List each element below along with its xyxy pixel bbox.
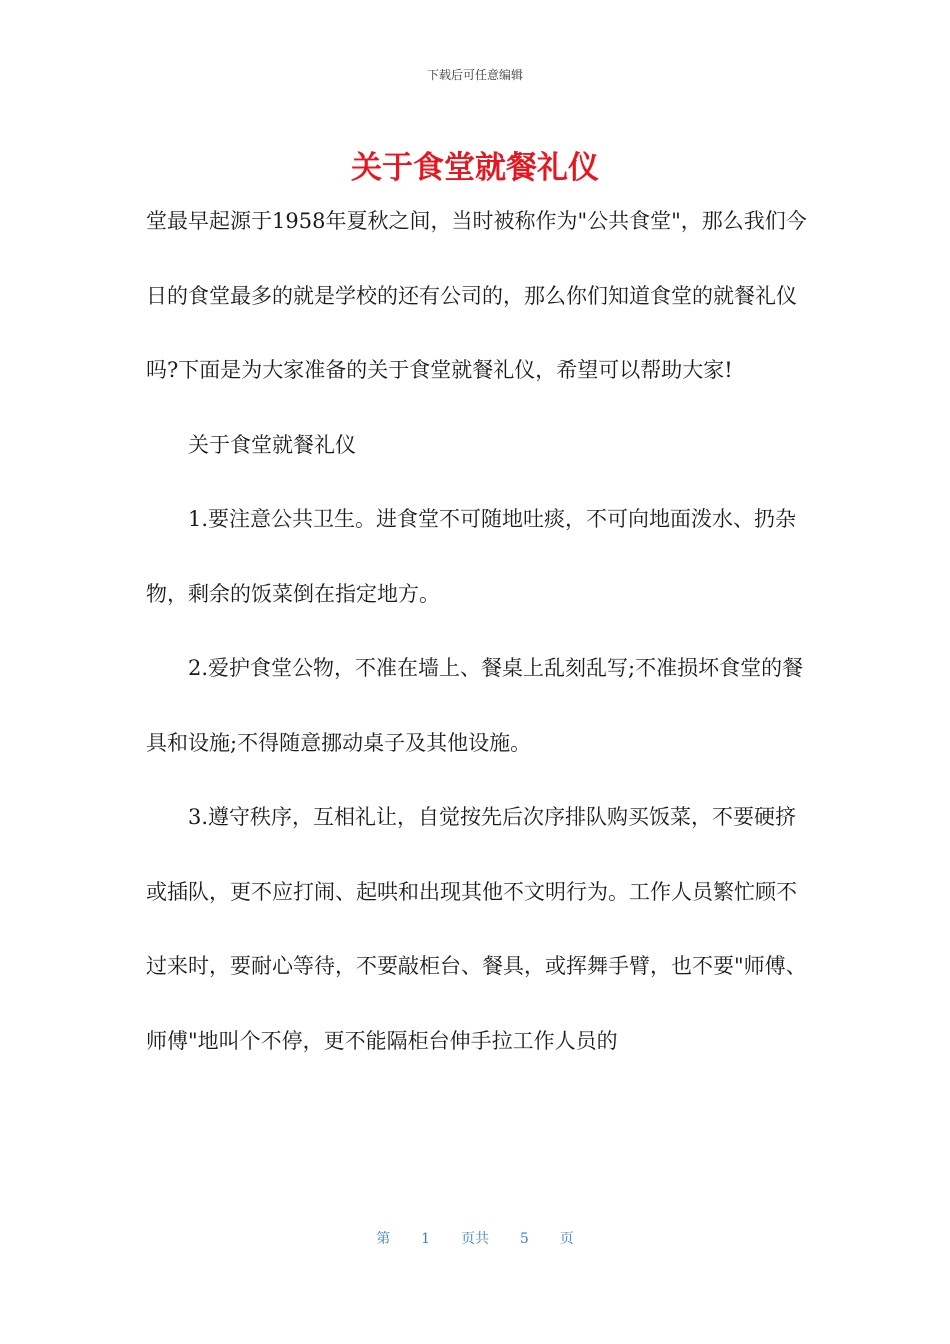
footer-page-suffix: 页	[559, 1231, 574, 1247]
document-title: 关于食堂就餐礼仪	[351, 150, 599, 186]
paragraph-rule-3: 3.遵守秩序，互相礼让，自觉按先后次序排队购买饭菜，不要硬挤或插队，更不应打闹、起哄和出现其他不文明行为。工作人员繁忙顾不过来时，要耐心等待，不要敲柜台、餐具，或挥舞手臂，也不要"师傅、师傅"地叫个不停，更不能隔柜台伸手拉工作人员的	[146, 805, 807, 1053]
paragraph-heading: 关于食堂就餐礼仪	[188, 432, 356, 457]
header-note: 下载后可任意编辑	[426, 68, 523, 82]
footer-of-label: 页共	[461, 1231, 489, 1247]
footer-total-pages: 5	[519, 1231, 529, 1247]
footer-page-number: 1	[421, 1231, 431, 1247]
paragraph-intro: 堂最早起源于1958年夏秋之间，当时被称作为"公共食堂"，那么我们今日的食堂最多的就是学校的还有公司的，那么你们知道食堂的就餐礼仪吗?下面是为大家准备的关于食堂就餐礼仪，希望可以帮助大家!	[146, 209, 807, 382]
page-footer	[0, 1228, 950, 1248]
document-body	[146, 184, 810, 1078]
paragraph-rule-1: 1.要注意公共卫生。进食堂不可随地吐痰，不可向地面泼水、扔杂物，剩余的饭菜倒在指定地方。	[146, 507, 797, 606]
paragraph-rule-2: 2.爱护食堂公物，不准在墙上、餐桌上乱刻乱写;不准损坏食堂的餐具和设施;不得随意挪动桌子及其他设施。	[146, 656, 804, 755]
footer-page-label: 第	[376, 1231, 391, 1247]
